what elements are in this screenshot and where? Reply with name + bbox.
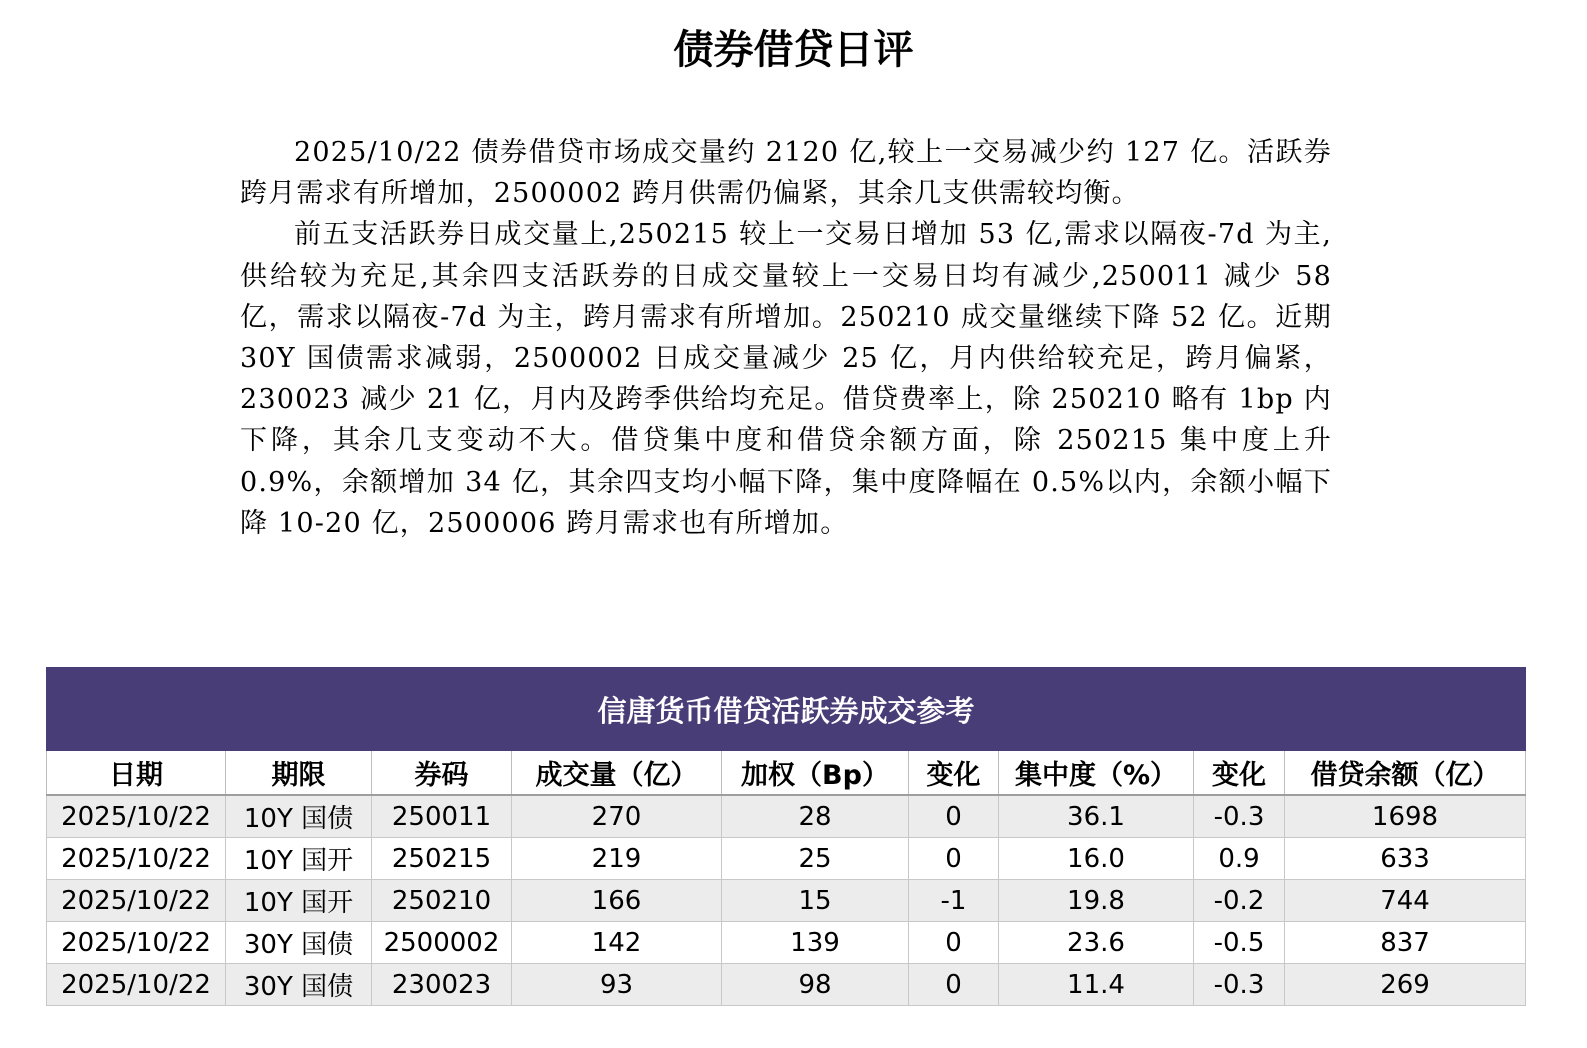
table-cell: 1698 [1285,795,1526,838]
table-cell: 0 [909,964,999,1006]
column-header: 成交量（亿） [512,751,722,796]
table-cell: 230023 [372,964,512,1006]
table-cell: 16.0 [999,838,1194,880]
paragraph: 前五支活跃券日成交量上,250215 较上一交易日增加 53 亿,需求以隔夜-7d 为主,供给较为充足,其余四支活跃券的日成交量较上一交易日均有减少,250011 减少 58 亿，需求以隔夜-7d 为主，跨月需求有所增加。250210 成交量继续下降 52 亿。近期 30Y 国债需求减弱，2500002 日成交量减少 25 亿，月内供给较充足，跨月偏紧，230023 减少 21 亿，月内及跨季供给均充足。借贷费率上，除 250210 略有 1bp 内下降，其余几支变动不大。借贷集中度和借贷余额方面，除 250215 集中度上升 0.9%，余额增加 34 亿，其余四支均小幅下降，集中度降幅在 0.5%以内，余额小幅下降 10-20 亿，2500006 跨月需求也有所增加。 [240,219,1332,539]
table-cell: 250011 [372,795,512,838]
table-cell: 633 [1285,838,1526,880]
table-cell: 2025/10/22 [47,838,226,880]
table-cell: 0.9 [1194,838,1285,880]
table-row [47,922,1526,964]
table-cell: -0.3 [1194,795,1285,838]
table-cell: 219 [512,838,722,880]
table-cell: 93 [512,964,722,1006]
table-cell: -0.5 [1194,922,1285,964]
table-cell: 2025/10/22 [47,880,226,922]
column-header: 券码 [372,751,512,796]
table-cell: 98 [722,964,909,1006]
table-cell: 2500002 [372,922,512,964]
table-cell: 837 [1285,922,1526,964]
table-cell: 250210 [372,880,512,922]
table-cell: 250215 [372,838,512,880]
table-cell: 166 [512,880,722,922]
table-cell: 744 [1285,880,1526,922]
table-cell: 36.1 [999,795,1194,838]
table-cell: -1 [909,880,999,922]
table-cell: 23.6 [999,922,1194,964]
reference-table [46,667,1526,1006]
table-cell: 30Y 国债 [226,922,372,964]
column-header: 期限 [226,751,372,796]
table-caption: 信唐货币借贷活跃券成交参考 [47,668,1526,751]
page-title: 债券借贷日评 [673,27,914,73]
table-cell: 0 [909,838,999,880]
table-cell: 139 [722,922,909,964]
table-cell: 30Y 国债 [226,964,372,1006]
table-row [47,795,1526,838]
table-cell: 10Y 国开 [226,838,372,880]
table-row [47,880,1526,922]
table-cell: 19.8 [999,880,1194,922]
table-row [47,964,1526,1006]
column-header: 加权（Bp） [722,751,909,796]
table-cell: 10Y 国开 [226,880,372,922]
article-body [240,132,1332,544]
table-cell: 0 [909,795,999,838]
table-cell: 2025/10/22 [47,964,226,1006]
paragraph: 2025/10/22 债券借贷市场成交量约 2120 亿,较上一交易减少约 127 亿。活跃券跨月需求有所增加，2500002 跨月供需仍偏紧，其余几支供需较均衡。 [240,137,1332,210]
column-header: 变化 [1194,751,1285,796]
table-cell: -0.3 [1194,964,1285,1006]
table-row [47,838,1526,880]
table-cell: 15 [722,880,909,922]
table-cell: 142 [512,922,722,964]
table-cell: 269 [1285,964,1526,1006]
column-header: 集中度（%） [999,751,1194,796]
table-cell: -0.2 [1194,880,1285,922]
table-cell: 0 [909,922,999,964]
column-header: 借贷余额（亿） [1285,751,1526,796]
table-cell: 25 [722,838,909,880]
table-cell: 270 [512,795,722,838]
table-cell: 2025/10/22 [47,795,226,838]
table-cell: 11.4 [999,964,1194,1006]
table-cell: 10Y 国债 [226,795,372,838]
table-cell: 2025/10/22 [47,922,226,964]
table-cell: 28 [722,795,909,838]
table-header-row [47,751,1526,796]
column-header: 变化 [909,751,999,796]
column-header: 日期 [47,751,226,796]
